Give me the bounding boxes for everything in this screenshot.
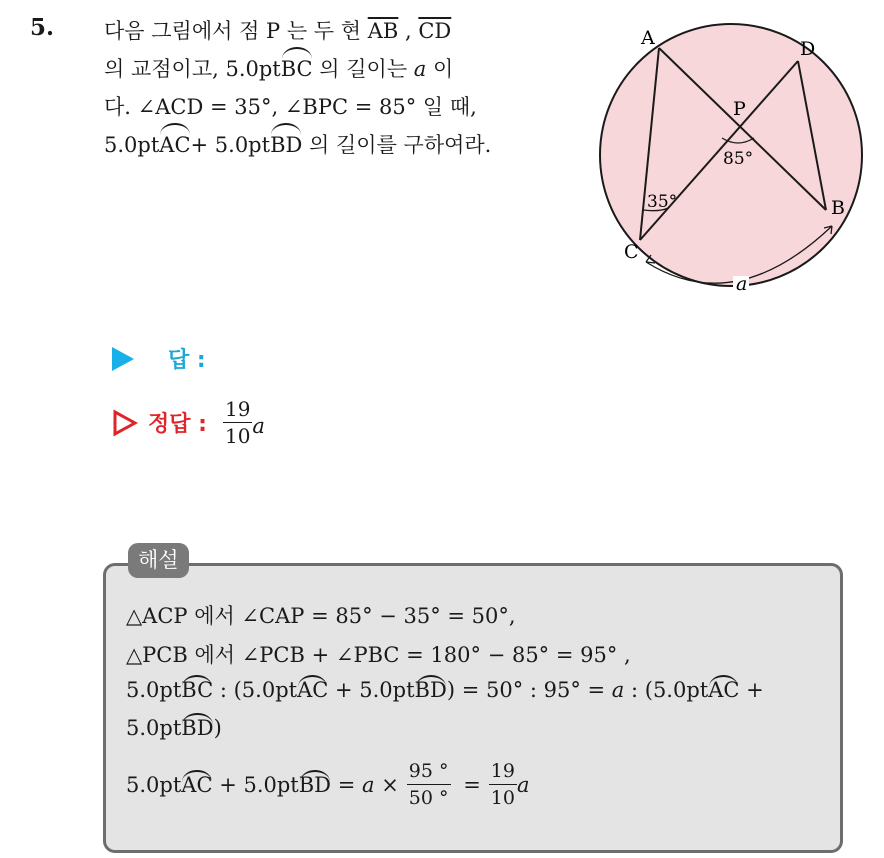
arc-ac: AC: [297, 678, 329, 702]
question-text-segment: 5.0pt: [104, 133, 160, 157]
explanation-text: ): [213, 716, 222, 740]
label-b: B: [831, 197, 845, 219]
question-text: [104, 12, 574, 164]
explanation-text: : (5.0pt: [624, 678, 709, 702]
circle-diagram: [592, 20, 872, 300]
arc-bc: BC: [181, 678, 214, 702]
arc-bd: BD: [270, 126, 302, 164]
arc-bc: BC: [281, 50, 313, 88]
variable-a: a: [413, 57, 427, 81]
variable-a: a: [611, 678, 625, 702]
question-line-4: [104, 126, 574, 164]
arc-bd: BD: [181, 716, 214, 740]
explanation-text: ) = 50° : 95° =: [446, 678, 612, 702]
label-p: P: [733, 98, 746, 120]
arc-ac: AC: [181, 772, 213, 797]
variable-a: a: [361, 772, 375, 797]
fraction-denominator: 10: [224, 424, 251, 448]
correct-answer-label: 정답 :: [148, 412, 207, 437]
fraction-denominator: 10: [490, 787, 515, 809]
label-d: D: [800, 38, 816, 60]
label-c: C: [624, 241, 639, 263]
explanation-line-2: △PCB 에서 ∠PCB + ∠PBC = 180° − 85° = 95° ,: [126, 643, 631, 667]
answer-row: [112, 343, 206, 374]
question-line-2: [104, 50, 574, 88]
question-text-segment: 의 길이를 구하여라.: [302, 133, 492, 157]
question-text-segment: + 5.0pt: [190, 133, 271, 157]
fraction-numerator: 95 °: [407, 760, 451, 785]
question-text-segment: ,: [398, 19, 419, 43]
fraction-numerator: 19: [489, 760, 517, 785]
variable-a: a: [516, 772, 530, 797]
explanation-text: + 5.0pt: [212, 772, 299, 797]
arc-bd: BD: [298, 772, 332, 797]
explanation-line-4: [126, 716, 222, 740]
explanation-text: +: [739, 678, 764, 702]
explanation-text: 5.0pt: [126, 716, 182, 740]
explanation-text: 5.0pt: [126, 772, 182, 797]
label-a: A: [641, 27, 655, 49]
question-text-segment: 다음 그림에서 점 P 는 두 현: [104, 19, 368, 43]
fraction-95-50: [407, 760, 451, 809]
fraction-19-10: [489, 760, 517, 809]
angle-label-85: 85°: [723, 149, 754, 169]
arc-ac: AC: [708, 678, 740, 702]
chord-ab: $\overline{AB}$: [367, 19, 399, 43]
answer-label: 답 :: [168, 348, 206, 373]
arc-label-a: a: [736, 273, 748, 295]
arc-ac: AC: [159, 126, 190, 164]
question-text-segment: 의 교점이고, 5.0pt: [104, 57, 281, 81]
question-number: 5.: [30, 14, 55, 41]
outline-triangle-icon: [112, 409, 138, 437]
equals-sign: =: [456, 772, 481, 797]
question-text-segment: 이: [426, 57, 454, 81]
correct-answer-row: [112, 398, 265, 447]
explanation-text: =: [331, 772, 362, 797]
correct-answer-variable: a: [252, 413, 265, 438]
correct-answer-fraction: [223, 398, 252, 447]
explanation-line-5: [126, 760, 530, 809]
explanation-line-3: [126, 678, 764, 702]
fraction-denominator: 50 °: [408, 787, 449, 809]
question-line-3: 다. ∠ACD = 35°, ∠BPC = 85° 일 때,: [104, 95, 477, 119]
play-icon: [112, 347, 134, 371]
explanation-text: + 5.0pt: [328, 678, 415, 702]
chord-cd: $\overline{CD}$: [418, 19, 452, 43]
times-sign: ×: [374, 772, 399, 797]
question-text-segment: 의 길이는: [312, 57, 414, 81]
fraction-numerator: 19: [224, 397, 251, 421]
explanation-text: 5.0pt: [126, 678, 182, 702]
question-line-1: [104, 12, 574, 50]
explanation-tag: 해설: [128, 543, 189, 578]
explanation-text: : (5.0pt: [213, 678, 298, 702]
arc-bd: BD: [414, 678, 447, 702]
explanation-line-1: △ACP 에서 ∠CAP = 85° − 35° = 50°,: [126, 604, 516, 628]
angle-label-35: 35°: [647, 192, 678, 212]
